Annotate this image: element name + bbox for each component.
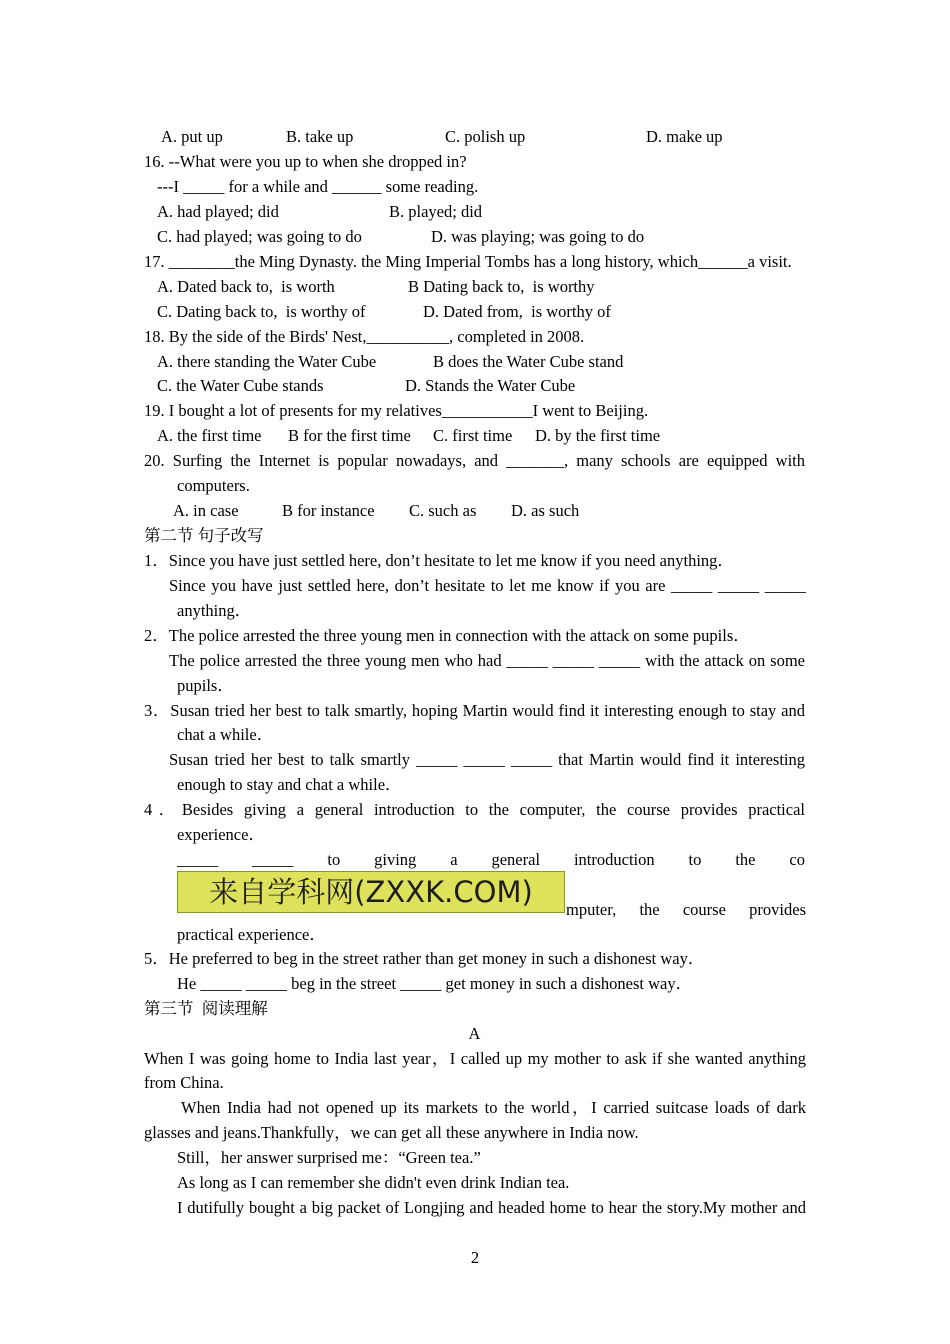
q17-option-c: C. Dating back to, is worthy of	[157, 301, 366, 321]
q16-reply: ---I _____ for a while and ______ some reading.	[157, 176, 479, 196]
reading-line-7: I dutifully bought a big packet of Longjing and headed home to hear the story.My mother and	[177, 1197, 806, 1217]
q18-stem: 18. By the side of the Birds' Nest,__________, completed in 2008.	[144, 326, 585, 346]
rewrite-item-3-blank-line-1: Susan tried her best to talk smartly _____ _____ _____ that Martin would find it interesting	[169, 749, 805, 769]
q16-option-b: B. played; did	[389, 201, 483, 221]
watermark-box	[177, 871, 565, 913]
reading-line-1: When I was going home to India last year，I called up my mother to ask if she wanted anything	[144, 1048, 806, 1068]
reading-line-2: from China.	[144, 1072, 224, 1092]
rewrite-item-4-original-line-1: 4．Besides giving a general introduction to the computer, the course provides practical	[144, 799, 805, 819]
watermark-text: 来自学科网(ZXXK.COM)	[209, 875, 533, 909]
q17-options-row-2	[0, 299, 950, 324]
rewrite-item-3-original-line-1: 3．Susan tried her best to talk smartly, hoping Martin would find it interesting enough to stay and	[144, 700, 805, 720]
rewrite-item-4-blank-line-1: _____ _____ to giving a general introduction to the co	[177, 849, 805, 869]
q16-options-row-2	[0, 224, 950, 249]
q19-options-row	[0, 423, 950, 448]
q15-option-a: A. put up	[161, 126, 223, 146]
rewrite-item-1-blank-line-1: Since you have just settled here, don’t hesitate to let me know if you are _____ _____ _____	[169, 575, 806, 595]
q20-option-b: B for instance	[282, 500, 375, 520]
q18-option-a: A. there standing the Water Cube	[157, 351, 377, 371]
q20-option-c: C. such as	[409, 500, 477, 520]
q16-options-row-1	[0, 199, 950, 224]
rewrite-item-2-blank-line-1: The police arrested the three young men who had _____ _____ _____ with the attack on some	[169, 650, 805, 670]
q17-stem: 17. ________the Ming Dynasty. the Ming Imperial Tombs has a long history, which______a visit.	[144, 251, 792, 271]
q17-options-row-1	[0, 274, 950, 299]
q19-option-a: A. the first time	[157, 425, 262, 445]
q17-option-b: B Dating back to, is worthy	[408, 276, 595, 296]
reading-line-3: When India had not opened up its markets to the world，I carried suitcase loads of dark	[181, 1097, 806, 1117]
q20-stem-line-1: 20. Surfing the Internet is popular nowadays, and _______, many schools are equipped with	[144, 450, 805, 470]
q19-option-b: B for the first time	[288, 425, 411, 445]
q15-options-row	[0, 124, 950, 149]
q18-options-row-1	[0, 349, 950, 374]
rewrite-item-1-blank-line-2: anything．	[177, 600, 252, 620]
page-number: 2	[470, 1247, 480, 1267]
q15-option-c: C. polish up	[445, 126, 526, 146]
q19-option-d: D. by the first time	[535, 425, 661, 445]
q16-option-c: C. had played; was going to do	[157, 226, 362, 246]
reading-line-4: glasses and jeans.Thankfully，we can get all these anywhere in India now.	[144, 1122, 639, 1142]
rewrite-item-4-original-line-2: experience．	[177, 824, 265, 844]
q18-option-b: B does the Water Cube stand	[433, 351, 624, 371]
section-heading-reading: 第三节 阅读理解	[144, 998, 268, 1018]
q20-options-row	[0, 498, 950, 523]
rewrite-item-2-blank-line-2: pupils．	[177, 675, 234, 695]
reading-line-6: As long as I can remember she didn't even drink Indian tea.	[177, 1172, 570, 1192]
q17-option-d: D. Dated from, is worthy of	[423, 301, 611, 321]
rewrite-item-5-original: 5．He preferred to beg in the street rather than get money in such a dishonest way．	[144, 948, 705, 968]
q19-stem: 19. I bought a lot of presents for my relatives___________I went to Beijing.	[144, 400, 649, 420]
rewrite-item-3-original-line-2: chat a while．	[177, 724, 274, 744]
q20-stem-line-2: computers.	[177, 475, 250, 495]
q17-option-a: A. Dated back to, is worth	[157, 276, 335, 296]
q18-options-row-2	[0, 373, 950, 398]
passage-label: A	[468, 1023, 481, 1043]
rewrite-item-5-blank-line-1: He _____ _____ beg in the street _____ get money in such a dishonest way．	[177, 973, 693, 993]
rewrite-item-1-original: 1．Since you have just settled here, don’t hesitate to let me know if you need anything．	[144, 550, 734, 570]
q19-option-c: C. first time	[433, 425, 513, 445]
rewrite-item-3-blank-line-2: enough to stay and chat a while．	[177, 774, 402, 794]
q20-option-a: A. in case	[173, 500, 239, 520]
q20-option-d: D. as such	[511, 500, 580, 520]
section-heading-sentence-rewrite: 第二节 句子改写	[144, 525, 264, 545]
rewrite-item-2-original: 2．The police arrested the three young men in connection with the attack on some pupils．	[144, 625, 750, 645]
q16-stem: 16. --What were you up to when she dropped in?	[144, 151, 467, 171]
q18-option-d: D. Stands the Water Cube	[405, 375, 576, 395]
q16-option-a: A. had played; did	[157, 201, 279, 221]
q18-option-c: C. the Water Cube stands	[157, 375, 324, 395]
reading-line-5: Still，her answer surprised me：“Green tea.”	[177, 1147, 481, 1167]
rewrite-item-4-blank-line-2: mputer, the course provides	[566, 899, 806, 919]
q15-option-d: D. make up	[646, 126, 723, 146]
rewrite-item-4-blank-line-3: practical experience．	[177, 924, 326, 944]
q16-option-d: D. was playing; was going to do	[431, 226, 645, 246]
q15-option-b: B. take up	[286, 126, 354, 146]
